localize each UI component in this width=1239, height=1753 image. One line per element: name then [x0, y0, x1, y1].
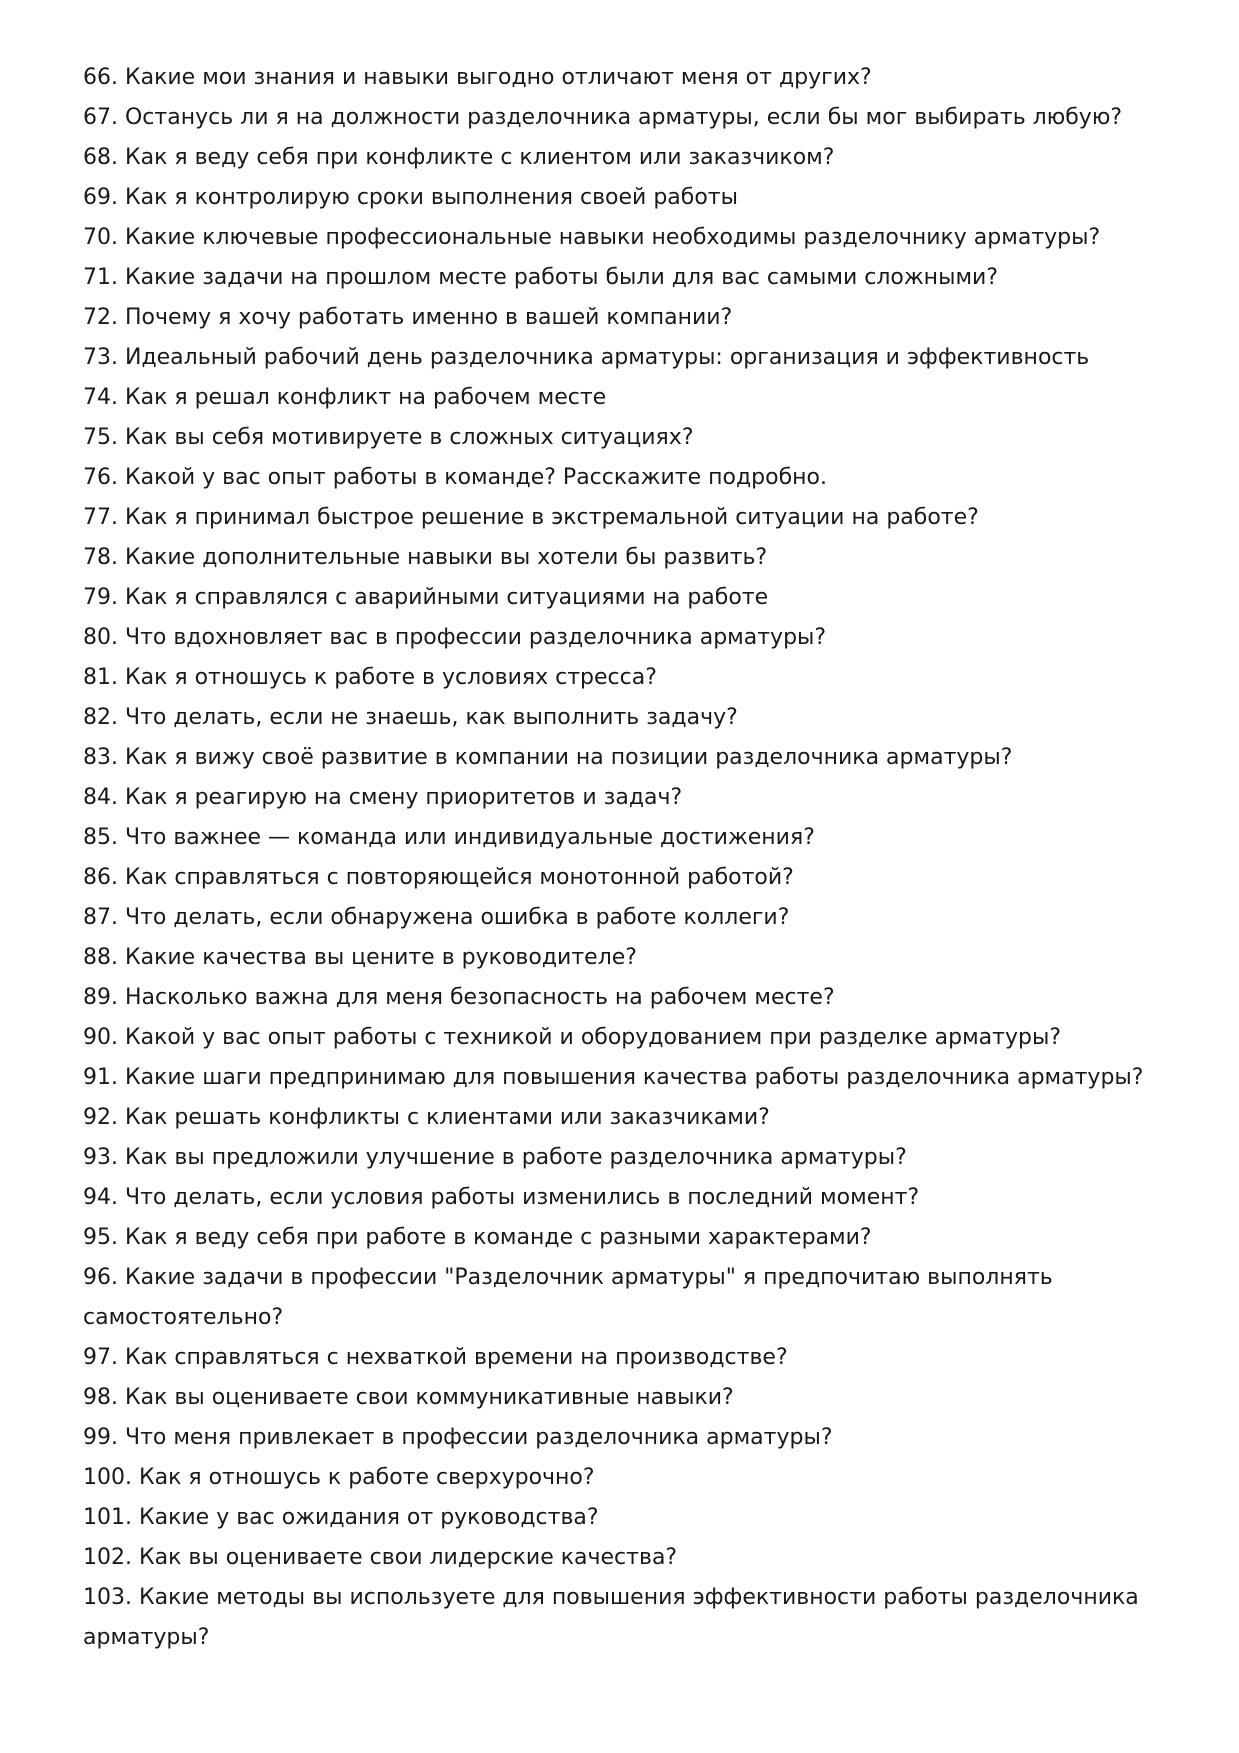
- question-item: 87. Что делать, если обнаружена ошибка в работе коллеги?: [83, 905, 790, 930]
- question-item: 71. Какие задачи на прошлом месте работы были для вас самыми сложными?: [83, 265, 999, 290]
- question-item: 94. Что делать, если условия работы изменились в последний момент?: [83, 1185, 920, 1210]
- question-item: 85. Что важнее — команда или индивидуальные достижения?: [83, 825, 815, 850]
- question-item: 91. Какие шаги предпринимаю для повышения качества работы разделочника арматуры?: [83, 1065, 1144, 1090]
- question-item: 72. Почему я хочу работать именно в вашей компании?: [83, 305, 733, 330]
- question-item: 90. Какой у вас опыт работы с техникой и оборудованием при разделке арматуры?: [83, 1025, 1061, 1050]
- question-item: 95. Как я веду себя при работе в команде с разными характерами?: [83, 1225, 872, 1250]
- question-item: 78. Какие дополнительные навыки вы хотели бы развить?: [83, 545, 768, 570]
- question-item: 81. Как я отношусь к работе в условиях стресса?: [83, 665, 657, 690]
- question-item: 77. Как я принимал быстрое решение в экстремальной ситуации на работе?: [83, 505, 979, 530]
- question-item: 99. Что меня привлекает в профессии разделочника арматуры?: [83, 1425, 833, 1450]
- question-item: 66. Какие мои знания и навыки выгодно отличают меня от других?: [83, 65, 872, 90]
- question-item: 86. Как справляться с повторяющейся монотонной работой?: [83, 865, 794, 890]
- question-item: 84. Как я реагирую на смену приоритетов и задач?: [83, 785, 683, 810]
- question-item: 70. Какие ключевые профессиональные навыки необходимы разделочнику арматуры?: [83, 225, 1101, 250]
- question-item: 75. Как вы себя мотивируете в сложных ситуациях?: [83, 425, 694, 450]
- question-item: 100. Как я отношусь к работе сверхурочно?: [83, 1465, 595, 1490]
- document-page: [83, 58, 1173, 1658]
- question-item: 68. Как я веду себя при конфликте с клиентом или заказчиком?: [83, 145, 835, 170]
- question-item: 82. Что делать, если не знаешь, как выполнить задачу?: [83, 705, 738, 730]
- question-item: 103. Какие методы вы используете для повышения эффективности работы разделочника арматуры?: [83, 1585, 1139, 1650]
- question-item: 88. Какие качества вы цените в руководителе?: [83, 945, 637, 970]
- question-item: 67. Останусь ли я на должности разделочника арматуры, если бы мог выбирать любую?: [83, 105, 1123, 130]
- question-item: 97. Как справляться с нехваткой времени на производстве?: [83, 1345, 788, 1370]
- question-item: 93. Как вы предложили улучшение в работе разделочника арматуры?: [83, 1145, 907, 1170]
- question-item: 92. Как решать конфликты с клиентами или заказчиками?: [83, 1105, 770, 1130]
- question-item: 74. Как я решал конфликт на рабочем месте: [83, 385, 607, 410]
- question-item: 101. Какие у вас ожидания от руководства?: [83, 1505, 599, 1530]
- question-item: 98. Как вы оцениваете свои коммуникативные навыки?: [83, 1385, 734, 1410]
- question-item: 102. Как вы оцениваете свои лидерские качества?: [83, 1545, 678, 1570]
- question-item: 79. Как я справлялся с аварийными ситуациями на работе: [83, 585, 769, 610]
- question-item: 80. Что вдохновляет вас в профессии разделочника арматуры?: [83, 625, 827, 650]
- question-item: 69. Как я контролирую сроки выполнения своей работы: [83, 185, 738, 210]
- question-item: 76. Какой у вас опыт работы в команде? Расскажите подробно.: [83, 465, 827, 490]
- question-item: 89. Насколько важна для меня безопасность на рабочем месте?: [83, 985, 835, 1010]
- question-item: 73. Идеальный рабочий день разделочника арматуры: организация и эффективность: [83, 345, 1090, 370]
- question-item: 83. Как я вижу своё развитие в компании на позиции разделочника арматуры?: [83, 745, 1013, 770]
- question-list: [83, 58, 1173, 1658]
- question-item: 96. Какие задачи в профессии "Разделочник арматуры" я предпочитаю выполнять самостоятельно?: [83, 1265, 1053, 1330]
